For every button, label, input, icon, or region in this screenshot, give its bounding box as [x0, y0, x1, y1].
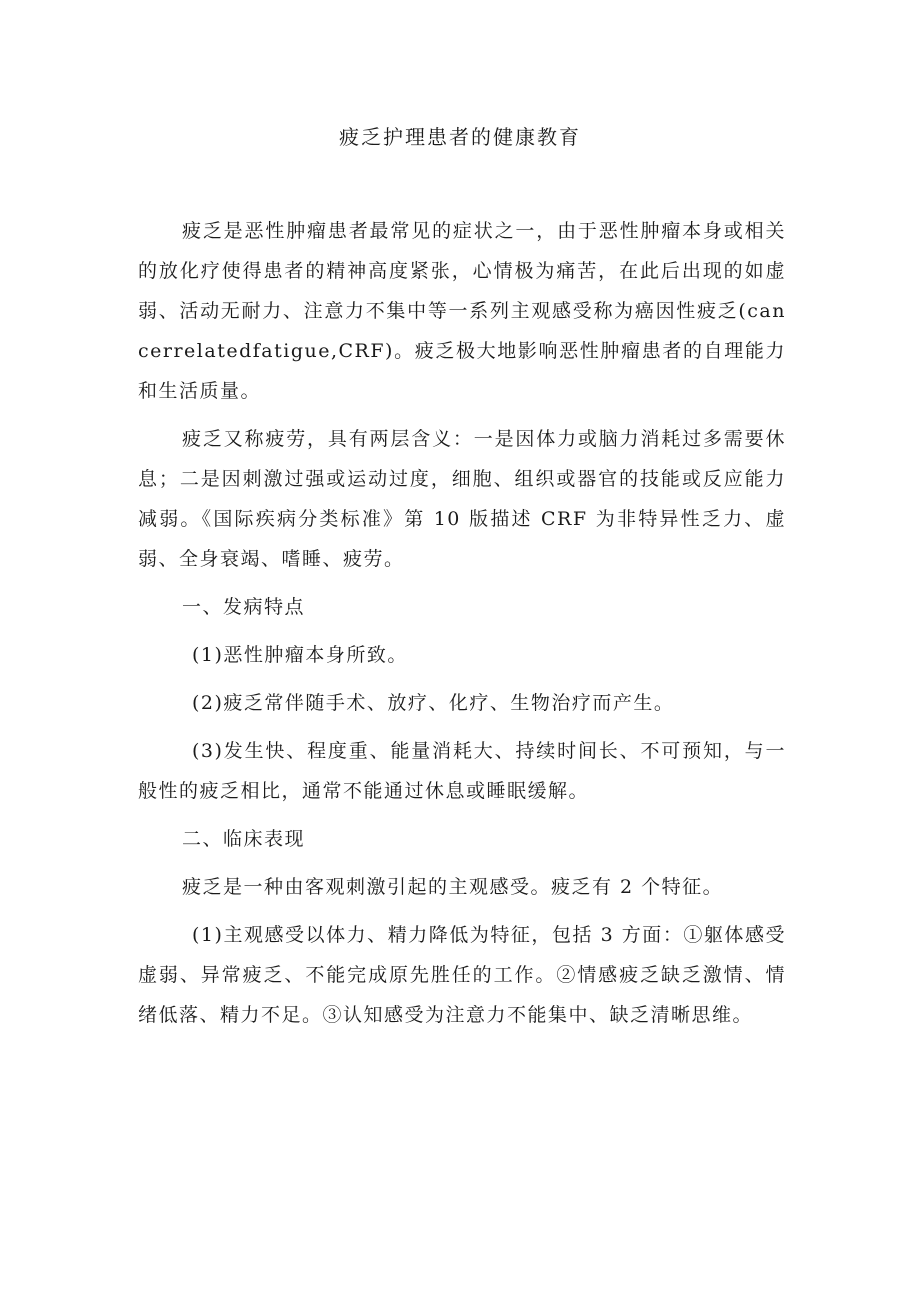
list-item: (2)疲乏常伴随手术、放疗、化疗、生物治疗而产生。: [192, 692, 675, 714]
document-title: 疲乏护理患者的健康教育: [339, 125, 581, 149]
paragraph-definition: 疲乏又称疲劳，具有两层含义：一是因体力或脑力消耗过多需要休息；二是因刺激过强或运动过度，细胞、组织或器官的技能或反应能力减弱。《国际疾病分类标准》第 10 版描述 CRF 为非特异性乏力、虚弱、全身衰竭、嗜睡、疲劳。: [138, 428, 786, 570]
paragraph-clinical-intro: 疲乏是一种由客观刺激引起的主观感受。疲乏有 2 个特征。: [182, 876, 724, 898]
list-item: (1)主观感受以体力、精力降低为特征，包括 3 方面：①躯体感受虚弱、异常疲乏、不能完成原先胜任的工作。②情感疲乏缺乏激情、情绪低落、精力不足。③认知感受为注意力不能集中、缺乏清晰思维。: [138, 924, 786, 1026]
paragraph-intro: 疲乏是恶性肿瘤患者最常见的症状之一，由于恶性肿瘤本身或相关的放化疗使得患者的精神高度紧张，心情极为痛苦，在此后出现的如虚弱、活动无耐力、注意力不集中等一系列主观感受称为癌因性疲乏(cancerrelatedfatigue,CRF)。疲乏极大地影响恶性肿瘤患者的自理能力和生活质量。: [138, 220, 786, 402]
section-heading-onset: 一、发病特点: [182, 596, 306, 618]
section-heading-clinical: 二、临床表现: [182, 828, 306, 850]
list-item: (3)发生快、程度重、能量消耗大、持续时间长、不可预知，与一般性的疲乏相比，通常不能通过休息或睡眠缓解。: [138, 740, 786, 802]
list-item: (1)恶性肿瘤本身所致。: [192, 644, 408, 666]
document-body: [138, 211, 786, 1035]
